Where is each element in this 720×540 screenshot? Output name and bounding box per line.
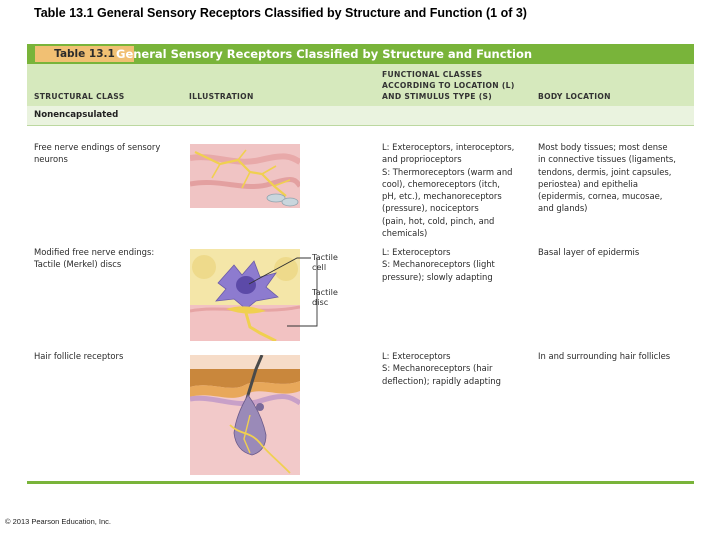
cell-line: L: Exteroceptors xyxy=(382,247,451,257)
row1-body-location xyxy=(538,141,676,215)
row2-structural-class xyxy=(34,246,154,271)
tactile-disc-callout xyxy=(312,287,338,307)
table-caption: General Sensory Receptors Classified by Structure and Function xyxy=(116,47,533,61)
table-bottom-rule xyxy=(27,481,694,484)
cell-line: Basal layer of epidermis xyxy=(538,247,640,257)
cell-line: periostea) and epithelia xyxy=(538,178,638,189)
free-nerve-endings-illustration xyxy=(190,144,300,208)
cell-line: S: Thermoreceptors (warm and xyxy=(382,166,513,177)
cell-line: In and surrounding hair follicles xyxy=(538,351,671,361)
cell-line: Free nerve endings of sensory xyxy=(34,142,161,152)
header-structural-class: STRUCTURAL CLASS xyxy=(34,92,125,101)
cell-line: (epidermis, cornea, mucosae, xyxy=(538,191,663,202)
cell-line: pressure); slowly adapting xyxy=(382,271,493,282)
callout-line: Tactile xyxy=(312,287,338,297)
free-nerve-endings-drawing xyxy=(190,144,300,208)
header-functional-line: AND STIMULUS TYPE (S) xyxy=(382,92,493,101)
cell-line: S: Mechanoreceptors (light xyxy=(382,259,495,270)
cell-line: pH, etc.), mechanoreceptors xyxy=(382,191,502,202)
cell-line: (pressure), nociceptors xyxy=(382,203,479,214)
callout-line: Tactile xyxy=(312,252,338,262)
row1-structural-class xyxy=(34,141,160,166)
row1-functional-classes xyxy=(382,141,514,239)
cell-line: (pain, hot, cold, pinch, and xyxy=(382,215,495,226)
hair-follicle-drawing xyxy=(190,355,300,475)
cell-line: S: Mechanoreceptors (hair xyxy=(382,363,493,374)
row3-structural-class xyxy=(34,350,123,362)
cell-line: tendons, dermis, joint capsules, xyxy=(538,166,672,177)
sensory-receptors-table xyxy=(27,44,694,486)
cell-line: Most body tissues; most dense xyxy=(538,142,668,152)
cell-line: in connective tissues (ligaments, xyxy=(538,154,676,165)
hair-follicle-illustration xyxy=(190,355,300,475)
header-body-location: BODY LOCATION xyxy=(538,92,611,101)
row3-body-location xyxy=(538,350,670,362)
table-number-badge: Table 13.1 xyxy=(35,46,134,62)
cell-line: Hair follicle receptors xyxy=(34,351,124,361)
cell-line: Tactile (Merkel) discs xyxy=(34,259,122,270)
section-label: Nonencapsulated xyxy=(34,110,119,120)
section-row xyxy=(27,106,694,126)
cell-line: chemicals) xyxy=(382,228,428,239)
header-functional-line: ACCORDING TO LOCATION (L) xyxy=(382,81,515,90)
tactile-cell-callout xyxy=(312,252,338,272)
cell-line: Modified free nerve endings: xyxy=(34,247,155,257)
row2-body-location xyxy=(538,246,639,258)
header-illustration: ILLUSTRATION xyxy=(189,92,254,101)
copyright-notice: © 2013 Pearson Education, Inc. xyxy=(5,517,112,526)
callout-line: cell xyxy=(312,262,327,272)
cell-line: deflection); rapidly adapting xyxy=(382,375,501,386)
row3-functional-classes xyxy=(382,350,501,387)
cell-line: L: Exteroceptors, interoceptors, xyxy=(382,142,515,152)
cell-line: cool), chemoreceptors (itch, xyxy=(382,178,500,189)
callout-line: disc xyxy=(312,297,329,307)
table-header-row xyxy=(27,64,694,106)
header-functional-line: FUNCTIONAL CLASSES xyxy=(382,70,483,79)
cell-line: and proprioceptors xyxy=(382,154,462,165)
cell-line: L: Exteroceptors xyxy=(382,351,451,361)
header-functional-classes xyxy=(382,69,515,102)
slide-title: Table 13.1 General Sensory Receptors Classified by Structure and Function (1 of 3) xyxy=(34,6,527,20)
row2-functional-classes xyxy=(382,246,495,283)
cell-line: neurons xyxy=(34,154,68,165)
table-banner xyxy=(27,44,694,64)
cell-line: and glands) xyxy=(538,203,588,214)
